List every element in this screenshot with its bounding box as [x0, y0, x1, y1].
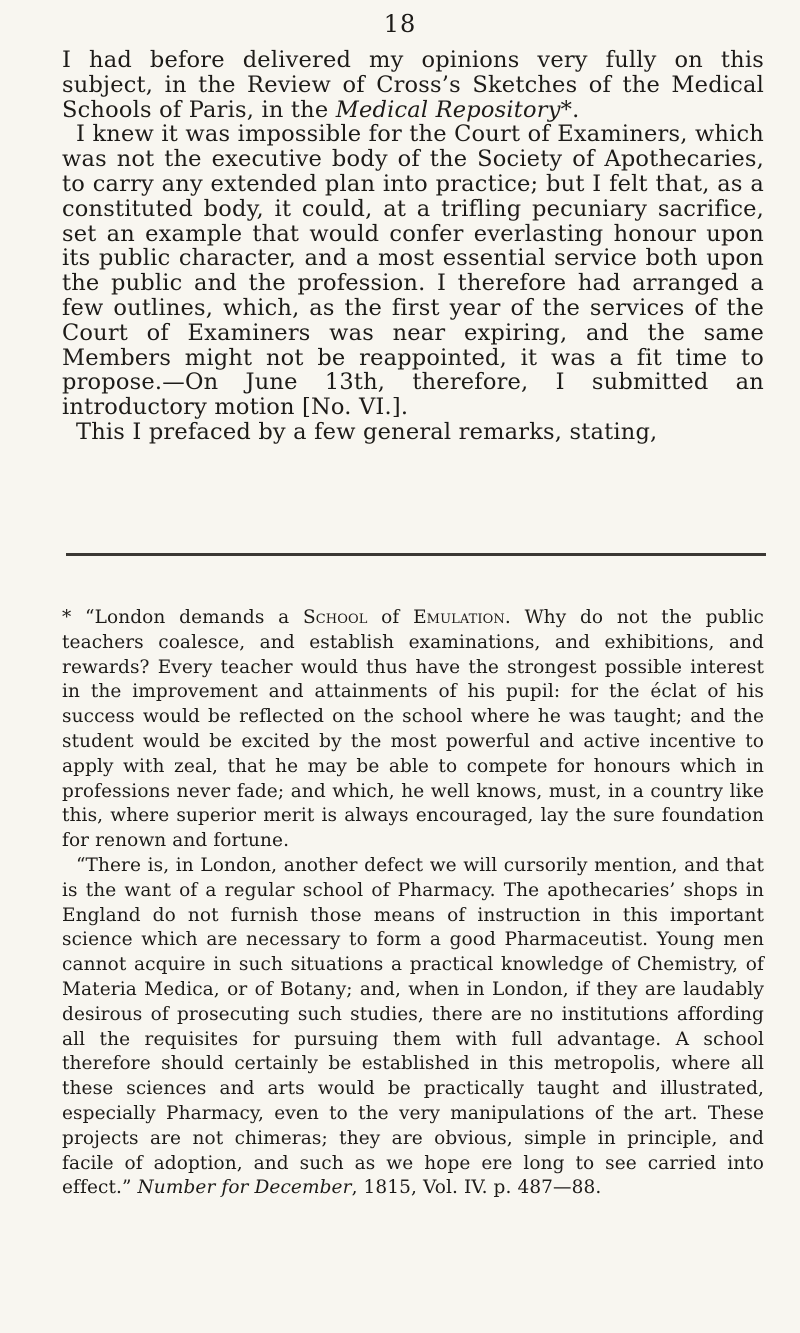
footnote-paragraph-2-text: “There is, in London, another defect we will cursorily mention, and that is the want of a regular school of Pharmacy. The apothecaries’ shops in England do not furnish those means of instruction in this important science which are necessary to form a good Pharmaceutist. Young men cannot acquire in such situations a practical knowledge of Chemistry, of Materia Medica, or of Botany; and, when in London, if they are laudably desirous of prosecuting such studies, there are no institutions affording all the requisites for pursuing them with full advantage. A school therefore should certainly be established in this metropolis, where all these sciences and arts would be practically taught and illustrated, especially Pharmacy, even to the very manipulations of the art. These projects are not chimeras; they are obvious, simple in principle, and facile of adoption, and such as we hope ere long to see carried into effect.”: [62, 854, 764, 1199]
citation-details: , 1815, Vol. IV. p. 487—88.: [351, 1177, 602, 1199]
footnote-paragraph-1-text: . Why do not the public teachers coalesce, and establish examinations, and exhibitions, and rewards? Every teacher would thus have the strongest possible interest in the improvement and attainments of his pupil: for the éclat of his success would be reflected on the school where he was taught; and the student would be excited by the most powerful and active incentive to apply with zeal, that he may be able to compete for honours which in professions never fade; and which, he well knows, must, in a country like this, where superior merit is always encouraged, lay the sure foundation for renown and fortune.: [62, 607, 764, 852]
paragraph-1: [62, 48, 764, 122]
footnote: [62, 606, 764, 1201]
paragraph-2: I knew it was impossible for the Court of Examiners, which was not the executive body of the Society of Apothecaries, to carry any extended plan into practice; but I felt that, as a constituted body, it could, at a trifling pecuniary sacrifice, set an example that would confer everlasting honour upon its public character, and a most essential service both upon the public and the profession. I therefore had arranged a few outlines, which, as the first year of the services of the Court of Examiners was near expiring, and the same Members might not be reappointed, it was a fit time to propose.—On June 13th, therefore, I submitted an introductory motion [No. VI.].: [62, 121, 764, 421]
of-word: of: [367, 607, 414, 628]
footnote-divider: [66, 553, 766, 556]
footnote-reference: *.: [560, 96, 580, 123]
paragraph-3: This I prefaced by a few general remarks, stating,: [76, 418, 658, 445]
main-body-text: [62, 48, 764, 445]
paragraph-1-text: I had before delivered my opinions very fully on this subject, in the Review of Cross’s Sketches of the Medical Schools of Paris, in the: [62, 47, 764, 123]
school-word: School: [302, 607, 368, 628]
citation-title: Number for December: [137, 1177, 352, 1199]
page-number: 18: [383, 10, 417, 38]
footnote-paragraph-2: [62, 854, 764, 1201]
footnote-paragraph-1: [62, 606, 764, 854]
footnote-marker-text: * “London demands a: [62, 607, 303, 628]
emulation-word: Emulation: [413, 607, 505, 628]
medical-repository-title: Medical Repository: [335, 96, 561, 123]
